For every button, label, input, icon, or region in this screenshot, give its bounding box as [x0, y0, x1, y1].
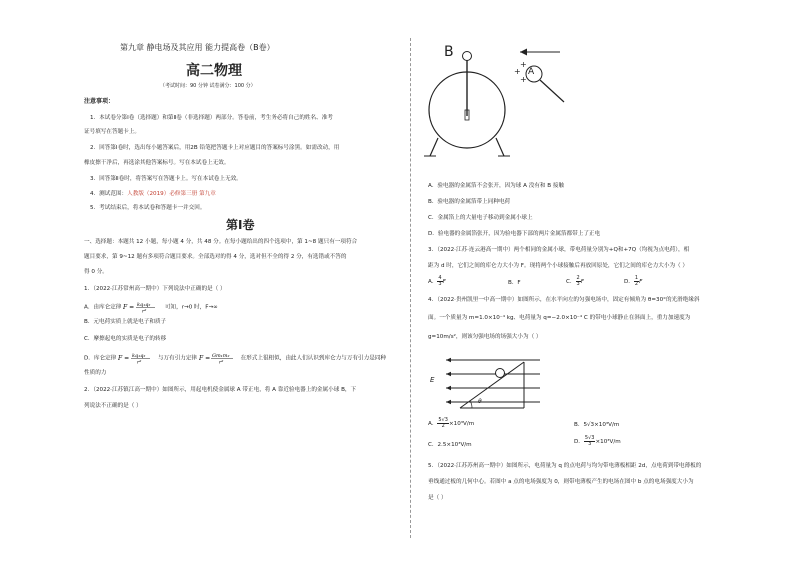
plus-charge: +: [514, 67, 521, 76]
section-intro-line: 题目要求，第 9~12 题有多项符合题目要求。全部选对的得 4 分，选对但不全的得 2 分，有选错或不答的: [84, 254, 347, 260]
ball-a-label: A: [528, 67, 535, 77]
q2-option-d: D．验电器的金属箔张开，因为验电器下部的两片金属箔都带上了正电: [428, 231, 601, 237]
coulomb-formula: [118, 352, 156, 364]
plus-charge: +: [520, 75, 527, 84]
q4-option-b: B．5√3×10³V/m: [574, 422, 620, 428]
q3-stem-line: 3．（2022·江苏·连云港高一期中）两个相同的金属小球，带电荷量分别为+Q和+7Q（均视为点电荷），相: [428, 247, 690, 253]
plus-charge: +: [520, 60, 527, 69]
q2-option-c: C．金属箔上的大量电子移动到金属小球上: [428, 215, 533, 221]
svg-text:kq₁q₂: kq₁q₂: [137, 302, 151, 308]
q4-option-c: C．2.5×10³V/m: [428, 442, 472, 448]
q5-stem-line: 5．（2022·江苏苏州高一期中）如图所示，电荷量为 q 的点电荷与均匀带电薄板相距 2d，点电荷到带电薄板的: [428, 463, 702, 469]
incline-field-diagram: [428, 352, 558, 414]
q4-option-a: A． $\frac{5√3}{2}$ ×10³V/m: [428, 417, 475, 429]
svg-text:F =: F =: [198, 355, 210, 362]
q4-stem-line: g=10m/s²，则该匀强电场的场强大小为（ ）: [428, 334, 542, 340]
binding-edge-left: [0, 0, 6, 562]
svg-text:F =: F =: [118, 355, 130, 362]
note-line: 证号填写在答题卡上。: [84, 129, 140, 135]
q2-stem-line: 2．（2022·江苏镇江高一期中）如图所示，用起电机使金属球 A 带正电，将 A 靠近验电器上的金属小球 B，下: [84, 387, 357, 393]
ball-b-label: B: [444, 44, 454, 60]
q3-option-a: A． $\frac{4}{3}$ F: [428, 275, 446, 287]
q1-option-c: C．摩擦起电的实质是电子的转移: [84, 336, 167, 342]
q2-stem-line: 列说法不正确的是（ ）: [84, 403, 142, 409]
q1-option-a: A．由库仑定律 F = kq₁q₂ r² 可知，r→0 时，F→∞: [84, 302, 218, 313]
svg-text:Gm₁m₂: Gm₁m₂: [211, 353, 230, 359]
exam-info: （考试时间：90 分钟 试卷满分：100 分）: [160, 83, 256, 89]
chapter-title: 第九章 静电场及其应用 能力提高卷（B卷）: [120, 43, 275, 52]
note-line: 5．考试结束后，将本试卷和答题卡一并交回。: [90, 205, 206, 211]
part1-title: 第Ⅰ卷: [226, 218, 255, 232]
section-intro-line: 一、选择题：本题共 12 小题，每小题 4 分，共 48 分。在每小题给出的四个选项中，第 1~8 题只有一项符合: [84, 239, 358, 245]
q4-stem-line: 4．（2022·贵州凯里一中高一期中）如图所示，在水平向左的匀强电场中，固定有倾角为 θ=30°的光滑绝缘斜: [428, 297, 700, 303]
column-divider: [410, 38, 411, 538]
angle-label: θ: [478, 398, 482, 405]
q1-option-d: D．库仑定律 F = kq₁q₂ r² 与万有引力定律 F = Gm₁m₂ r² 在形式上很相似，由此人们认识到库仑力与万有引力是同种: [84, 353, 387, 364]
q1-option-d-cont: 性质的力: [84, 370, 107, 376]
svg-text:r²: r²: [142, 308, 147, 313]
svg-text:r²: r²: [137, 359, 142, 364]
q4-option-d: D． $\frac{5√3}{3}$ ×10³V/m: [574, 435, 621, 447]
scope-highlight: 人教版（2019）必修第三册 第九章: [127, 191, 216, 197]
svg-text:kq₁q₂: kq₁q₂: [132, 353, 146, 359]
note-line: 4．测试范围：人教版（2019）必修第三册 第九章: [90, 191, 216, 197]
notes-heading: 注意事项：: [84, 98, 115, 105]
coulomb-formula: [123, 301, 163, 313]
note-line: 3．回答第Ⅱ卷时，将答案写在答题卡上。写在本试卷上无效。: [90, 176, 242, 182]
section-intro-line: 得 0 分。: [84, 269, 108, 275]
note-line: 橡皮擦干净后，再选涂其他答案标号。写在本试卷上无效。: [84, 160, 230, 166]
q5-stem-line: 垂线通过板的几何中心。若图中 a 点的电场强度为 0，则带电薄板产生的电场在图中 b 点的电场强度大小为: [428, 479, 694, 485]
q4-stem-line: 面。一个质量为 m=1.0×10⁻⁴ kg、电荷量为 q=−2.0×10⁻⁴ C 的带电小球静止在斜面上，重力加速度为: [428, 315, 691, 321]
note-line: 2．回答第Ⅰ卷时，选出每小题答案后，用2B 铅笔把答题卡上对应题目的答案标号涂黑。如需改动，用: [90, 145, 340, 151]
q3-option-b: B．F: [508, 280, 521, 286]
svg-text:F =: F =: [123, 304, 135, 311]
subject-title: 高二物理: [186, 63, 242, 79]
q1-stem: 1．（2022·江苏常州高一期中）下列说法中正确的是（ ）: [84, 286, 226, 292]
q3-option-d: D． $\frac{1}{2}$ F: [624, 275, 643, 287]
q3-option-c: C． $\frac{2}{3}$ F: [566, 275, 584, 287]
q1-option-b: B．元电荷实质上就是电子和质子: [84, 319, 167, 325]
q3-stem-line: 距为 d 时，它们之间的库仑力大小为 F。现将两个小球接触后再放回原处，它们之间的库仑力大小为（ ）: [428, 263, 689, 269]
gravitation-formula: [199, 352, 239, 364]
note-line: 1．本试卷分第Ⅰ卷（选择题）和第Ⅱ卷（非选择题）两部分。答卷前，考生务必将自己的姓名、准考: [90, 115, 333, 121]
q5-stem-line: 是（ ）: [428, 495, 447, 501]
field-label: E: [430, 376, 435, 384]
q2-option-a: A．验电器的金属箔不会张开，因为球 A 没有和 B 接触: [428, 183, 565, 189]
svg-text:r²: r²: [218, 359, 224, 364]
q2-option-b: B．验电器的金属箔带上同种电荷: [428, 199, 511, 205]
